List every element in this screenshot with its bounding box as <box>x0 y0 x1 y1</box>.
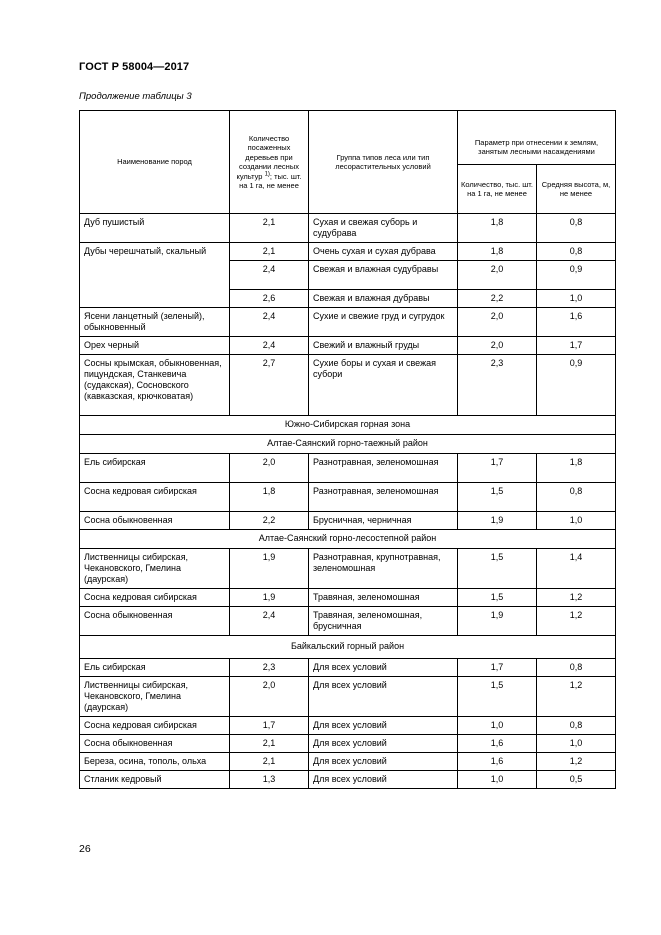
header-planted-count-tail: ; тыс. шт. на 1 га, не менее <box>239 171 302 190</box>
count-cell: 1,0 <box>458 771 537 789</box>
species-cell: Береза, осина, тополь, ольха <box>80 753 230 771</box>
height-cell: 1,7 <box>537 337 616 355</box>
species-cell: Дубы черешчатый, скальный <box>80 243 230 308</box>
table-row <box>80 753 616 771</box>
forest-cell: Травяная, зеленомошная, брусничная <box>309 607 458 636</box>
species-cell: Стланик кедровый <box>80 771 230 789</box>
species-cell: Сосны крымская, обыкновенная, пицундская, Станкевича (судакская), Сосновского (кавказская, крючковатая) <box>80 355 230 416</box>
planted-cell: 2,1 <box>230 243 309 261</box>
table-row <box>80 483 616 512</box>
forest-cell: Для всех условий <box>309 771 458 789</box>
planted-cell: 1,9 <box>230 589 309 607</box>
table-row <box>80 454 616 483</box>
height-cell: 0,8 <box>537 659 616 677</box>
planted-cell: 2,1 <box>230 753 309 771</box>
forest-cell: Очень сухая и сухая дубрава <box>309 243 458 261</box>
count-cell: 1,5 <box>458 549 537 589</box>
forest-cell: Сухая и свежая суборь и судубрава <box>309 214 458 243</box>
height-cell: 0,9 <box>537 261 616 290</box>
count-cell: 1,7 <box>458 454 537 483</box>
table-row <box>80 549 616 589</box>
page-number: 26 <box>79 843 91 855</box>
count-cell: 1,5 <box>458 677 537 717</box>
species-cell: Сосна обыкновенная <box>80 735 230 753</box>
forest-cell: Для всех условий <box>309 659 458 677</box>
count-cell: 1,5 <box>458 483 537 512</box>
header-planted-count <box>230 111 309 214</box>
species-cell: Ель сибирская <box>80 659 230 677</box>
count-cell: 1,6 <box>458 735 537 753</box>
forest-cell: Для всех условий <box>309 753 458 771</box>
table-caption: Продолжение таблицы 3 <box>79 91 192 102</box>
planted-cell: 2,4 <box>230 337 309 355</box>
count-cell: 1,8 <box>458 214 537 243</box>
table-row <box>80 659 616 677</box>
height-cell: 1,2 <box>537 607 616 636</box>
count-cell: 2,0 <box>458 308 537 337</box>
height-cell: 1,8 <box>537 454 616 483</box>
species-cell: Ясени ланцетный (зеленый), обыкновенный <box>80 308 230 337</box>
species-cell: Лиственницы сибирская, Чекановского, Гмелина (даурская) <box>80 677 230 717</box>
header-forest-group: Группа типов леса или тип лесорастительных условий <box>309 111 458 214</box>
species-cell: Сосна кедровая сибирская <box>80 483 230 512</box>
forest-cell: Свежая и влажная дубравы <box>309 290 458 308</box>
count-cell: 1,6 <box>458 753 537 771</box>
species-cell: Ель сибирская <box>80 454 230 483</box>
species-cell: Орех черный <box>80 337 230 355</box>
species-cell: Дуб пушистый <box>80 214 230 243</box>
height-cell: 1,2 <box>537 753 616 771</box>
header-planted-count-text: Количество посаженных деревьев при создании лесных культур <box>236 133 299 181</box>
forest-cell: Травяная, зеленомошная <box>309 589 458 607</box>
planted-cell: 1,3 <box>230 771 309 789</box>
forest-cell: Для всех условий <box>309 717 458 735</box>
forest-cell: Разнотравная, зеленомошная <box>309 454 458 483</box>
region-heading: Алтае-Саянский горно-таежный район <box>80 435 616 454</box>
species-cell: Сосна обыкновенная <box>80 512 230 530</box>
planted-cell: 2,4 <box>230 308 309 337</box>
table-row <box>80 771 616 789</box>
height-cell: 1,2 <box>537 677 616 717</box>
header-params-spacer <box>458 111 616 131</box>
region-heading: Байкальский горный район <box>80 636 616 659</box>
height-cell: 0,5 <box>537 771 616 789</box>
planted-cell: 2,0 <box>230 677 309 717</box>
height-cell: 1,0 <box>537 290 616 308</box>
species-table <box>79 110 616 789</box>
forest-cell: Для всех условий <box>309 677 458 717</box>
planted-cell: 1,7 <box>230 717 309 735</box>
planted-cell: 2,7 <box>230 355 309 416</box>
table-row <box>80 677 616 717</box>
planted-cell: 2,3 <box>230 659 309 677</box>
table-row <box>80 512 616 530</box>
planted-cell: 2,4 <box>230 607 309 636</box>
count-cell: 2,2 <box>458 290 537 308</box>
table-row <box>80 735 616 753</box>
height-cell: 1,0 <box>537 512 616 530</box>
forest-cell: Разнотравная, зеленомошная <box>309 483 458 512</box>
species-cell: Лиственницы сибирская, Чекановского, Гмелина (даурская) <box>80 549 230 589</box>
header-species: Наименование пород <box>80 111 230 214</box>
count-cell: 1,0 <box>458 717 537 735</box>
table-row <box>80 243 616 261</box>
table-row <box>80 337 616 355</box>
count-cell: 1,5 <box>458 589 537 607</box>
document-standard-title: ГОСТ Р 58004—2017 <box>79 61 190 73</box>
forest-cell: Сухие и свежие груд и сугрудок <box>309 308 458 337</box>
table-row <box>80 717 616 735</box>
height-cell: 1,4 <box>537 549 616 589</box>
header-params: Параметр при отнесении к землям, занятым лесными насаждениями <box>458 130 616 165</box>
species-cell: Сосна кедровая сибирская <box>80 589 230 607</box>
height-cell: 0,9 <box>537 355 616 416</box>
forest-cell: Для всех условий <box>309 735 458 753</box>
planted-cell: 2,1 <box>230 214 309 243</box>
height-cell: 1,6 <box>537 308 616 337</box>
count-cell: 2,0 <box>458 261 537 290</box>
planted-cell: 1,8 <box>230 483 309 512</box>
forest-cell: Свежий и влажный груды <box>309 337 458 355</box>
count-cell: 2,0 <box>458 337 537 355</box>
header-param-height: Средняя высота, м, не менее <box>537 165 616 214</box>
zone-heading: Южно-Сибирская горная зона <box>80 416 616 435</box>
count-cell: 1,7 <box>458 659 537 677</box>
count-cell: 1,9 <box>458 512 537 530</box>
table-row <box>80 308 616 337</box>
table-header-row <box>80 111 616 131</box>
count-cell: 2,3 <box>458 355 537 416</box>
height-cell: 0,8 <box>537 243 616 261</box>
forest-cell: Сухие боры и сухая и свежая субори <box>309 355 458 416</box>
table-row <box>80 355 616 416</box>
footnote-mark: 1) <box>264 171 270 177</box>
height-cell: 0,8 <box>537 214 616 243</box>
planted-cell: 2,1 <box>230 735 309 753</box>
planted-cell: 2,2 <box>230 512 309 530</box>
species-cell: Сосна обыкновенная <box>80 607 230 636</box>
forest-cell: Свежая и влажная судубравы <box>309 261 458 290</box>
planted-cell: 1,9 <box>230 549 309 589</box>
forest-cell: Брусничная, черничная <box>309 512 458 530</box>
region-heading: Алтае-Саянский горно-лесостепной район <box>80 530 616 549</box>
header-param-count: Количество, тыс. шт. на 1 га, не менее <box>458 165 537 214</box>
planted-cell: 2,6 <box>230 290 309 308</box>
height-cell: 0,8 <box>537 717 616 735</box>
height-cell: 1,0 <box>537 735 616 753</box>
count-cell: 1,9 <box>458 607 537 636</box>
height-cell: 0,8 <box>537 483 616 512</box>
count-cell: 1,8 <box>458 243 537 261</box>
table-row <box>80 214 616 243</box>
planted-cell: 2,0 <box>230 454 309 483</box>
table-row <box>80 607 616 636</box>
planted-cell: 2,4 <box>230 261 309 290</box>
table-row <box>80 589 616 607</box>
forest-cell: Разнотравная, крупнотравная, зеленомошная <box>309 549 458 589</box>
species-cell: Сосна кедровая сибирская <box>80 717 230 735</box>
height-cell: 1,2 <box>537 589 616 607</box>
